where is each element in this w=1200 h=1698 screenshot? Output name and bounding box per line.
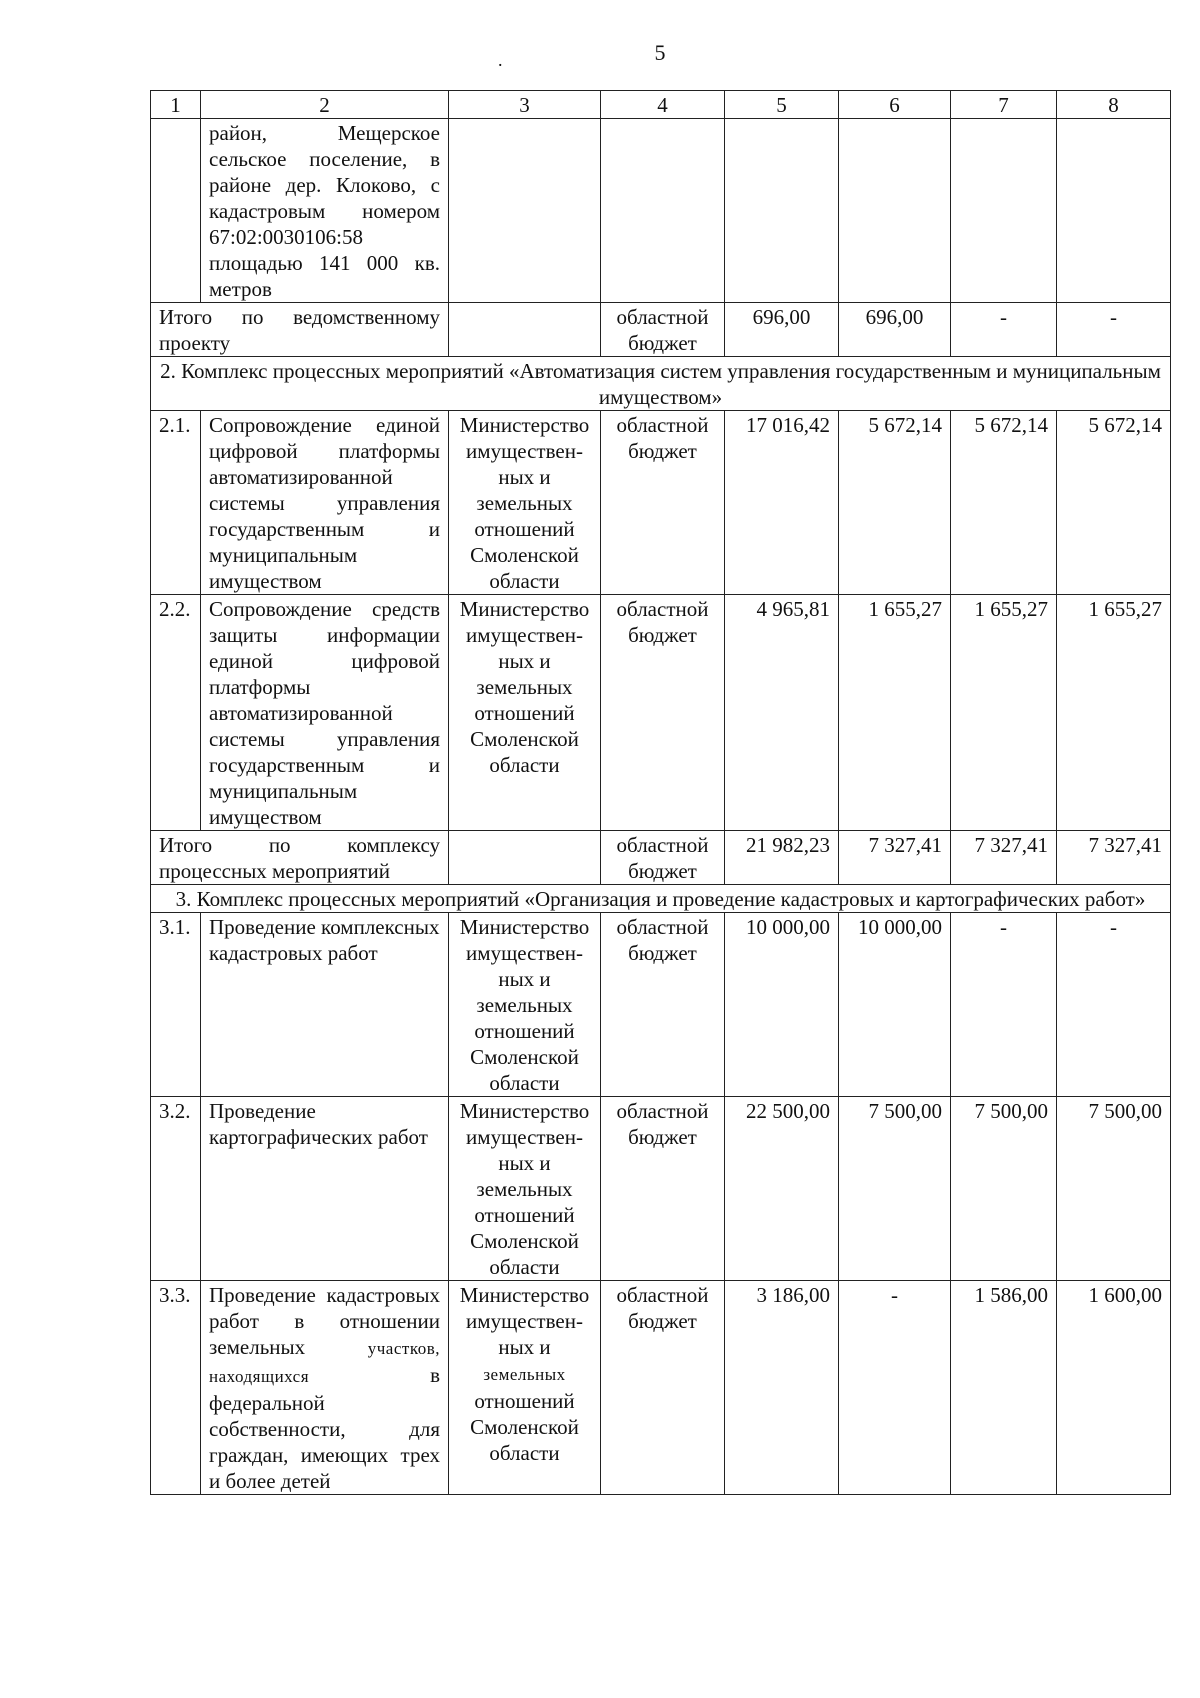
executor [449, 303, 601, 357]
amount-year-2: 7 500,00 [951, 1097, 1057, 1281]
funding-source: областной бюджет [601, 303, 725, 357]
header-cell: 3 [449, 91, 601, 119]
table-row-continued [151, 119, 1171, 303]
table-row [151, 1281, 1171, 1495]
amount-year-3: 7 327,41 [1057, 831, 1171, 885]
row-number [151, 119, 201, 303]
amount-total: 22 500,00 [725, 1097, 839, 1281]
amount-year-2 [951, 119, 1057, 303]
amount-year-2: - [951, 913, 1057, 1097]
amount-year-3: - [1057, 913, 1171, 1097]
amount-year-1 [839, 119, 951, 303]
total-label: Итого по ведомственному проекту [151, 303, 449, 357]
header-cell: 7 [951, 91, 1057, 119]
funding-source: областной бюджет [601, 595, 725, 831]
amount-year-1: 1 655,27 [839, 595, 951, 831]
amount-year-3 [1057, 119, 1171, 303]
table-row [151, 595, 1171, 831]
page-number: 5 [654, 40, 666, 65]
amount-year-2: 1 586,00 [951, 1281, 1057, 1495]
section-title: 2. Комплекс процессных мероприятий «Автоматизация систем управления государственным и муниципальным имуществом» [151, 357, 1171, 411]
speck: . [498, 50, 503, 70]
measure-name: Сопровождение средств защиты информации единой цифровой платформы автоматизированной системы управления государственным и муниципальным имуществом [201, 595, 449, 831]
amount-year-2: 5 672,14 [951, 411, 1057, 595]
row-number: 3.3. [151, 1281, 201, 1495]
funding-source: областной бюджет [601, 831, 725, 885]
row-number: 2.1. [151, 411, 201, 595]
total-label: Итого по комплексу процессных мероприятий [151, 831, 449, 885]
section-row-2 [151, 357, 1171, 411]
measure-name-part: в федеральной собственности, для граждан, имеющих трех и более детей [209, 1363, 440, 1493]
header-cell: 2 [201, 91, 449, 119]
measure-name-part-small: участков, находящихся [209, 1339, 440, 1386]
executor: Министерство имуществен-ных и земельных отношений Смоленской области [449, 1097, 601, 1281]
executor-part: Министерство имуществен-ных и [459, 1283, 590, 1359]
executor [449, 119, 601, 303]
row-number: 2.2. [151, 595, 201, 831]
header-cell: 4 [601, 91, 725, 119]
executor [449, 1281, 601, 1495]
funding-source: областной бюджет [601, 913, 725, 1097]
executor: Министерство имуществен-ных и земельных отношений Смоленской области [449, 595, 601, 831]
amount-year-1: 5 672,14 [839, 411, 951, 595]
section-title: 3. Комплекс процессных мероприятий «Организация и проведение кадастровых и картографических работ» [151, 885, 1171, 913]
measure-name: Проведение комплексных кадастровых работ [201, 913, 449, 1097]
amount-year-3: 1 600,00 [1057, 1281, 1171, 1495]
amount-year-1: 696,00 [839, 303, 951, 357]
header-cell: 1 [151, 91, 201, 119]
executor: Министерство имуществен-ных и земельных отношений Смоленской области [449, 411, 601, 595]
row-number: 3.2. [151, 1097, 201, 1281]
executor: Министерство имуществен-ных и земельных отношений Смоленской области [449, 913, 601, 1097]
measure-name-part: Проведение кадастровых работ в отношении земельных [209, 1283, 440, 1359]
amount-total [725, 119, 839, 303]
amount-year-1: 10 000,00 [839, 913, 951, 1097]
amount-total: 10 000,00 [725, 913, 839, 1097]
amount-year-3: 7 500,00 [1057, 1097, 1171, 1281]
amount-year-1: 7 500,00 [839, 1097, 951, 1281]
amount-total: 4 965,81 [725, 595, 839, 831]
total-row-departmental-project [151, 303, 1171, 357]
amount-year-1: 7 327,41 [839, 831, 951, 885]
funding-source: областной бюджет [601, 1281, 725, 1495]
amount-total: 17 016,42 [725, 411, 839, 595]
amount-year-2: 7 327,41 [951, 831, 1057, 885]
funding-source: областной бюджет [601, 1097, 725, 1281]
amount-year-2: - [951, 303, 1057, 357]
header-cell: 8 [1057, 91, 1171, 119]
amount-total: 696,00 [725, 303, 839, 357]
header-cell: 6 [839, 91, 951, 119]
section-row-3 [151, 885, 1171, 913]
budget-table [150, 90, 1171, 1495]
amount-year-1: - [839, 1281, 951, 1495]
measure-name: Проведение картографических работ [201, 1097, 449, 1281]
funding-source [601, 119, 725, 303]
amount-year-3: 5 672,14 [1057, 411, 1171, 595]
measure-name: Сопровождение единой цифровой платформы автоматизированной системы управления государственным и муниципальным имуществом [201, 411, 449, 595]
table-row [151, 1097, 1171, 1281]
measure-name: район, Мещерское сельское поселение, в районе дер. Клоково, с кадастровым номером 67:02:0030106:58 площадью 141 000 кв. метров [201, 119, 449, 303]
amount-year-3: - [1057, 303, 1171, 357]
measure-name [201, 1281, 449, 1495]
executor [449, 831, 601, 885]
table-row [151, 913, 1171, 1097]
header-cell: 5 [725, 91, 839, 119]
table-row [151, 411, 1171, 595]
amount-total: 21 982,23 [725, 831, 839, 885]
amount-year-2: 1 655,27 [951, 595, 1057, 831]
amount-total: 3 186,00 [725, 1281, 839, 1495]
executor-part: отношений Смоленской области [470, 1389, 579, 1465]
funding-source: областной бюджет [601, 411, 725, 595]
header-row [151, 91, 1171, 119]
executor-part-small: земельных [483, 1365, 566, 1384]
amount-year-3: 1 655,27 [1057, 595, 1171, 831]
row-number: 3.1. [151, 913, 201, 1097]
total-row-process-complex [151, 831, 1171, 885]
